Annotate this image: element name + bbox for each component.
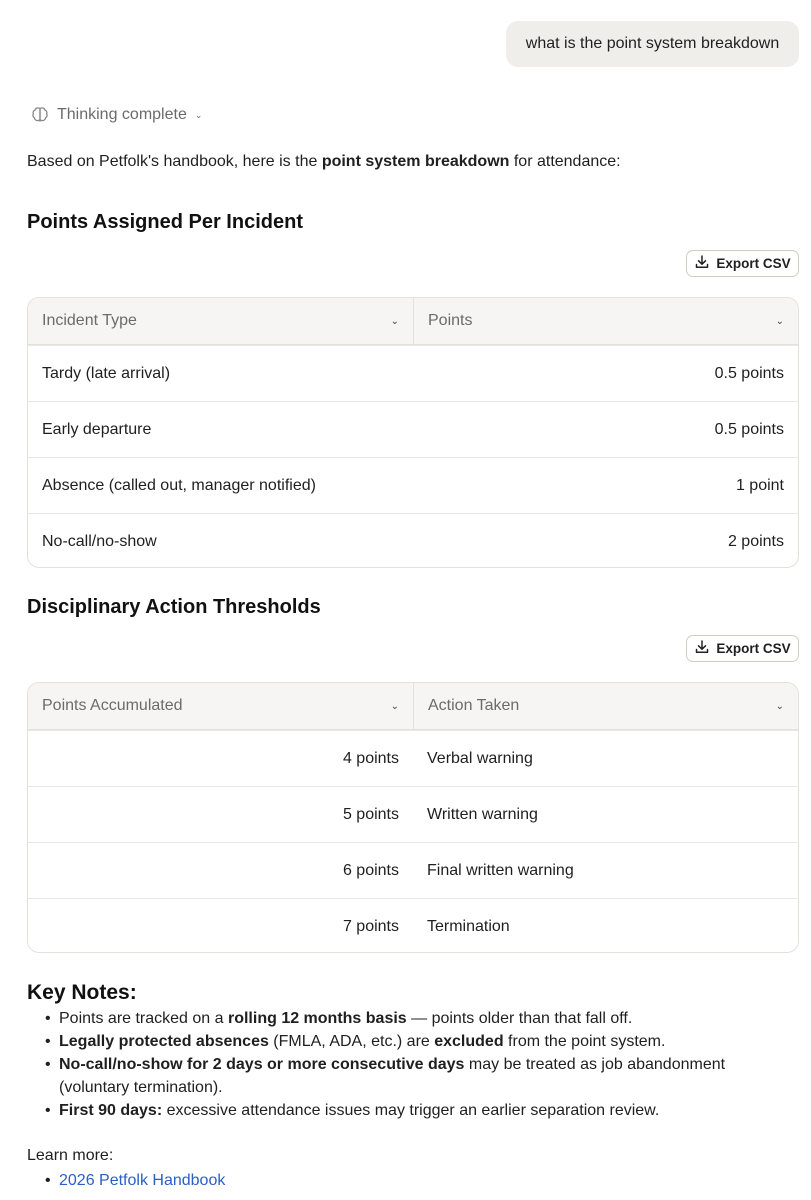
list-item: • No-call/no-show for 2 days or more consecutive days may be treated as job abandonment (voluntary termination).: [27, 1053, 787, 1099]
table-header: [28, 298, 798, 345]
points-accumulated-cell: 4 points: [342, 749, 399, 767]
chevron-down-icon[interactable]: ⌄: [775, 700, 784, 712]
action-taken-cell: Written warning: [427, 805, 538, 823]
download-icon: [694, 254, 710, 273]
column-header-action-taken[interactable]: Action Taken ⌄: [413, 683, 798, 729]
column-header-points[interactable]: Points ⌄: [413, 298, 798, 344]
list-item: • Legally protected absences (FMLA, ADA, etc.) are excluded from the point system.: [27, 1030, 787, 1053]
intro-paragraph: Based on Petfolk's handbook, here is the point system breakdown for attendance:: [27, 153, 621, 170]
key-notes-title: Key Notes:: [27, 981, 137, 1004]
brain-icon: [31, 106, 49, 124]
action-taken-cell: Final written warning: [427, 861, 574, 879]
points-accumulated-cell: 7 points: [342, 917, 399, 935]
key-notes-list: [27, 1007, 787, 1122]
download-icon: [694, 639, 710, 658]
export-csv-button[interactable]: [686, 250, 799, 277]
incident-type-cell: Early departure: [42, 420, 152, 438]
learn-more-links: [27, 1169, 225, 1192]
chevron-down-icon: ⌄: [194, 109, 203, 120]
table-row: [28, 345, 798, 401]
table-row: [28, 457, 798, 513]
list-item: • First 90 days: excessive attendance issues may trigger an earlier separation review.: [27, 1099, 787, 1122]
handbook-link[interactable]: 2026 Petfolk Handbook: [59, 1172, 226, 1189]
thinking-label: Thinking complete: [57, 106, 187, 123]
user-message-bubble: what is the point system breakdown: [506, 21, 799, 67]
points-cell: 0.5 points: [714, 364, 784, 382]
table-row: [28, 513, 798, 568]
table-row: [28, 842, 798, 898]
chevron-down-icon[interactable]: ⌄: [775, 315, 784, 327]
thresholds-table: [27, 682, 799, 953]
points-accumulated-cell: 6 points: [342, 861, 399, 879]
thinking-toggle[interactable]: [31, 105, 202, 125]
export-csv-label: Export CSV: [716, 256, 791, 271]
table-header: [28, 683, 798, 730]
list-item: [27, 1169, 225, 1192]
points-cell: 2 points: [727, 532, 784, 550]
points-table: [27, 297, 799, 568]
chevron-down-icon[interactable]: ⌄: [390, 315, 399, 327]
list-item: • Points are tracked on a rolling 12 months basis — points older than that fall off.: [27, 1007, 787, 1030]
incident-type-cell: Tardy (late arrival): [42, 364, 171, 382]
table-row: [28, 898, 798, 953]
column-header-points-accumulated[interactable]: Points Accumulated ⌄: [42, 697, 399, 714]
section-title-thresholds: Disciplinary Action Thresholds: [27, 596, 321, 618]
chevron-down-icon[interactable]: ⌄: [390, 700, 399, 712]
table-row: [28, 730, 798, 786]
points-cell: 0.5 points: [714, 420, 784, 438]
export-csv-button[interactable]: [686, 635, 799, 662]
incident-type-cell: Absence (called out, manager notified): [42, 476, 316, 494]
table-row: [28, 401, 798, 457]
points-cell: 1 point: [735, 476, 784, 494]
incident-type-cell: No-call/no-show: [42, 532, 157, 550]
table-row: [28, 786, 798, 842]
learn-more-label: Learn more:: [27, 1147, 114, 1164]
column-header-incident-type[interactable]: Incident Type ⌄: [42, 312, 399, 329]
export-csv-label: Export CSV: [716, 641, 791, 656]
section-title-points: Points Assigned Per Incident: [27, 211, 303, 233]
points-accumulated-cell: 5 points: [342, 805, 399, 823]
action-taken-cell: Termination: [427, 917, 510, 935]
action-taken-cell: Verbal warning: [427, 749, 533, 767]
